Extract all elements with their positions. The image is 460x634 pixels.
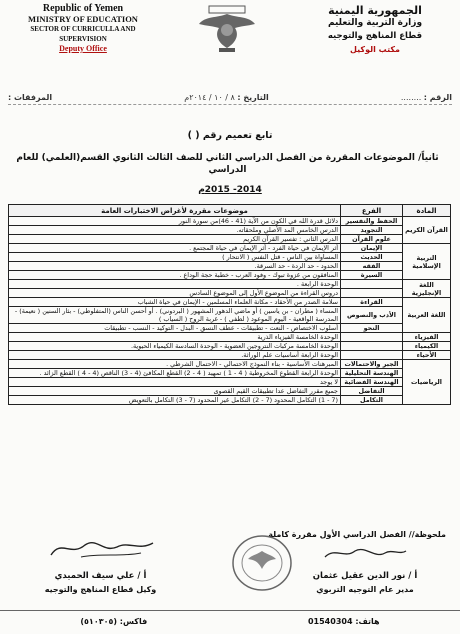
note: ملحوظة// الفصل الدراسي الأول مقررة كاملة: [268, 530, 446, 539]
handwritten-signature-icon: [41, 535, 161, 561]
divider: [8, 104, 452, 105]
topics-cell: الوحدة الخامسة مركبات النتروجين العضوية - الوحدة السادسة الكيمياء الحيوية.: [9, 342, 341, 351]
branch-cell: الهندسة التحليلية: [341, 369, 403, 378]
topics-cell: أسلوب الاختصاص - النعت - تطبيقات - عطف النسق - البدل - التوكيد - النسب - تطبيقات: [9, 324, 341, 333]
table-row: [9, 289, 451, 298]
branch-cell: القراءة: [341, 298, 403, 307]
topics-cell: الدرس الخامس المد الأصلي وملحقاته.: [9, 226, 341, 235]
branch-cell: التفاضل: [341, 387, 403, 396]
table-row: [9, 324, 451, 333]
table-row: [9, 235, 451, 244]
sector-name-en-cont: SUPERVISION: [59, 35, 107, 43]
subject-cell: الفيزياء: [403, 333, 451, 342]
topics-cell: سلامة الصدر من الأحقاد - مكانة العلماء المسلمين - الإيمان في حياة الشباب: [9, 298, 341, 307]
arabic-letterhead: [300, 4, 450, 56]
table-row: [9, 351, 451, 360]
branch-cell: [341, 333, 403, 342]
footer: [0, 610, 460, 631]
subject-cell: اللغة العربية: [403, 298, 451, 333]
fax-info: فاكس: (٥١٠٣٠٥): [80, 616, 148, 626]
branch-cell: [341, 351, 403, 360]
office-name-en: Deputy Office: [59, 44, 107, 53]
topics-table: [8, 204, 451, 405]
branch-cell: الهندسة الفضائية: [341, 378, 403, 387]
ref-number: الرقم : ........: [400, 92, 452, 102]
table-row: [9, 342, 451, 351]
handwritten-signature-icon: [320, 545, 410, 561]
table-row: [9, 226, 451, 235]
ministry-name-en: MINISTRY OF EDUCATION: [28, 14, 138, 24]
topics-cell: الوحدة الرابعة أساسيات علم الوراثة.: [9, 351, 341, 360]
subject-cell: الرياضيات: [403, 360, 451, 405]
table-row: [9, 396, 451, 405]
ref-date: التاريخ : ٨ / ١٠ / ٢٠١٤م: [184, 92, 269, 102]
branch-cell: الإيمان: [341, 244, 403, 253]
topics-cell: المنافقون من غزوة تبوك - وفود العرب - خطبة حجة الوداع .: [9, 271, 341, 280]
table-row: [9, 280, 451, 289]
topics-cell: المساواة بين الناس - قتل النفس ( الانتحار ): [9, 253, 341, 262]
signatory-name-right: أ / نور الدين عقيل عثمان: [312, 571, 418, 581]
ministry-name-ar: وزارة التربية والتعليم: [327, 18, 423, 28]
table-row: [9, 387, 451, 396]
header-subject: المادة: [403, 205, 451, 217]
sector-name-en: SECTOR OF CURRICULLA AND: [30, 25, 136, 33]
topics-cell: (7 - 1) التكامل المحدود (7 - 2) التكامل غير المحدود (7 - 3) التكامل بالتعويض: [9, 396, 341, 405]
branch-cell: الجبر والاحتمالات: [341, 360, 403, 369]
table-row: [9, 333, 451, 342]
header-branch: الفرع: [341, 205, 403, 217]
yemen-eagle-emblem-icon: [195, 4, 259, 54]
signatory-title-left: وكيل قطاع المناهج والتوجيه: [44, 585, 157, 594]
topics-cell: دروس القراءة من الموضوع الأول إلى الموضوع السادس: [9, 289, 341, 298]
table-row: [9, 369, 451, 378]
official-stamp-icon: [230, 533, 294, 593]
subject-cell: الأحياء: [403, 351, 451, 360]
sector-name-ar: قطاع المناهج والتوجيه: [327, 31, 423, 41]
topics-cell: الدرس الثاني : تفسير القرآن الكريم: [9, 235, 341, 244]
signatory-title-right: مدير عام التوجيه التربوي: [316, 585, 414, 594]
signatory-name-left: أ / علي سيف الحميدي: [54, 571, 147, 581]
reference-line: [8, 90, 452, 104]
table-row: [9, 262, 451, 271]
table-row: [9, 298, 451, 307]
signature-right: [280, 545, 450, 594]
topics-cell: الوحدة الرابعة القطوع المخروطية ( 4 - 1 ) تمهيد ( 4 - 2) القطع المكافئ (4 - 3) الناقص (4 - 4 ) القطع الزائد .: [9, 369, 341, 378]
topics-cell: الحدود - حد الردة - حد السرقة.: [9, 262, 341, 271]
table-row: [9, 217, 451, 226]
topics-cell: جميع مقرر التفاضل عدا تطبيقات القيم القصوى: [9, 387, 341, 396]
table-row: [9, 253, 451, 262]
topics-cell: الوحدة الخامسة الفيزياء الذرية: [9, 333, 341, 342]
branch-cell: التجويد: [341, 226, 403, 235]
academic-year: 2014- 2015م: [198, 185, 262, 195]
branch-cell: [341, 289, 403, 298]
branch-cell: السيرة: [341, 271, 403, 280]
branch-cell: التكامل: [341, 396, 403, 405]
subject-cell: الكيمياء: [403, 342, 451, 351]
ref-attachments: المرفقات :: [8, 92, 53, 102]
branch-cell: النحو: [341, 324, 403, 333]
topics-cell: الوحدة الرابعة .: [9, 280, 341, 289]
table-row: [9, 244, 451, 253]
topics-cell: أثر الإيمان في حياة الفرد - أثر الإيمان في حياة المجتمع .: [9, 244, 341, 253]
branch-cell: الأدب والنصوص: [341, 307, 403, 324]
subject-cell: اللغة الإنجليزية: [403, 280, 451, 298]
topics-cell: دلائل قدرة الله في الكون من الآية (41 - 46)من سورة النور: [9, 217, 341, 226]
topics-cell: لا يوجد: [9, 378, 341, 387]
topics-cell: المساء ( مطران - بن ياسين ) أو ماضي الدهور المشهور ( البردوني) . أو أحسن الناس (المتفلوطي) - بثار السنين ( نعيمة) - المدرسة الواقعية - اليوم الموعود ( لطفي ) - غربة الروح ( السياب ): [9, 307, 341, 324]
branch-cell: الفقه: [341, 262, 403, 271]
subject-cell: القرآن الكريم: [403, 217, 451, 244]
header-topics: موضوعات مقررة لأغراض الاختبارات العامة: [9, 205, 341, 217]
document-subtitle: ثانياً/ الموضوعات المقررة من الفصل الدراسي الثاني للصف الثالث الثانوي القسم(العلمي) للعام الدراسي: [16, 153, 439, 175]
office-name-ar: مكتب الوكيل: [350, 45, 400, 54]
circular-title: تابع تعميم رقم ( ): [187, 130, 273, 141]
table-row: [9, 271, 451, 280]
phone-info: هاتف: 01540304: [307, 616, 380, 626]
english-letterhead: [8, 4, 158, 54]
branch-cell: [341, 342, 403, 351]
branch-cell: [341, 280, 403, 289]
table-row: [9, 378, 451, 387]
table-row: [9, 307, 451, 324]
branch-cell: الحفظ والتفسير: [341, 217, 403, 226]
branch-cell: الحديث: [341, 253, 403, 262]
republic-name-en: Republic of Yemen: [42, 3, 124, 14]
subject-cell: التربية الإسلامية: [403, 244, 451, 280]
table-row: [9, 360, 451, 369]
republic-name-ar: الجمهورية اليمنية: [328, 4, 422, 17]
branch-cell: علوم القرآن: [341, 235, 403, 244]
topics-cell: المبرهنات الأساسية - بناء النموذج الاحتمالي - الاحتمال الشرطي .: [9, 360, 341, 369]
table-header-row: [9, 205, 451, 217]
signature-left: [18, 535, 183, 594]
